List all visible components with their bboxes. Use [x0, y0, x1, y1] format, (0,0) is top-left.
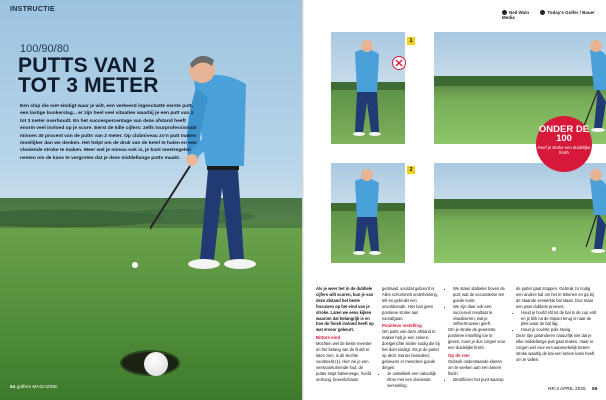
onder-100-badge	[536, 116, 592, 172]
subhead-positieve-instelling: Positieve instelling	[382, 323, 422, 329]
section-tag: INSTRUCTIE	[10, 6, 55, 13]
paragraph: Mochten wel de beste meester en het belang van de finish te laten zien, is dit slechte voorbeeld (1). Hier zie je een veelvoorkomende fout: de putter stopt halverwege, hoofd omhoog, bovenlichaam	[316, 341, 372, 382]
bullet-item: • Houd je voorste pols stevig.	[521, 327, 596, 333]
right-footer	[548, 387, 597, 392]
golf-ball	[144, 352, 168, 376]
credits	[502, 10, 606, 20]
paragraph: Gebruik onderstaande ideeën om te werken aan een betere finish:	[448, 358, 502, 376]
photo-badge-1: 1	[407, 37, 415, 45]
bullet-item: • We zijn daar ook een succesvol resultaat te visualiseren, wat je zelfvertrouwen geeft.	[453, 304, 506, 328]
page-title: PUTTS VAN 2 TOT 3 METER	[18, 54, 159, 97]
badge-subtitle: Geef je stroke een duidelijke finish	[537, 145, 591, 155]
photo-2-front	[331, 163, 405, 263]
intro-text: Een chip die niet eindigt waar je wilt, een verkeerd ingeschatte eerste putt, een lastige bunkerslag... er zijn heel veel situaties waarbij je een putt van 2 tot 3 meter overhoudt. En het succespercentage van deze afstand heeft enorm veel invloed op je score. Eerst de kille cijfers: zelfs tourprofessionals missen 30 procent van de putts van 2 meter. Op clubniveau zo'n putt maken moeilijker dan we denken. Het helpt om de druk van de ketel te halen en een vloeiende stroke te maken. Meer wel je niveau ook is, je kunt meetregelen nemen om de kans te vergroten dat je deze middellange putts maakt.	[20, 104, 197, 161]
text-column-1	[316, 286, 374, 383]
subhead-bittere-eind: Bittere eind	[316, 335, 341, 341]
bullet-item: • We staan stabieler boven de putt; wat de accuratesse ten goede komt.	[453, 286, 506, 304]
bullet-item: • Je ontwikkelt een natuurlijk ritme met een vloeiende versnelling.	[387, 371, 440, 389]
subhead-op-de-rem: Op de rem	[448, 352, 470, 358]
left-footer	[10, 385, 57, 390]
camera-icon	[540, 10, 545, 15]
lead-paragraph: Als je weer het in de dubbele cijfers wilt scoren, bun je van deze afstand het beste focussen op het eind van je stroke. Laten we eens kijken waarom dat belangrijk is en hoe de finish invloed heeft op wat ervoor gebeurt.	[316, 286, 374, 333]
photo-badge-2: 2	[407, 166, 415, 174]
distant-golf-ball	[132, 262, 138, 268]
magazine-name: golfers MAGAZINE	[16, 385, 58, 390]
left-page-number: 54	[10, 385, 16, 390]
text-column-3	[448, 286, 506, 383]
left-page	[0, 0, 302, 400]
issue-date: NR.3 APRIL 2025	[548, 387, 586, 392]
paragraph: Om je stroke de gewenste positieve instelling toe te geven, moet je dus zorgen voor een duidelijke finish.	[448, 327, 506, 351]
right-page-number: 55	[592, 387, 598, 392]
badge-title: ONDER DE 100	[538, 124, 590, 144]
photo-1-front	[331, 32, 405, 144]
text-column-2	[382, 286, 440, 388]
kicker: 100/90/80	[20, 43, 69, 55]
paragraph: de putter gaat stoppen. Gebruik zo nodig een andere bal om het te tekenen en ga bij de staande verwerkte bal staan. Doe maar een paar dubbele proeves.	[516, 286, 594, 309]
paragraph: gedraaid, voordat geboord is. Alles schommelt onderbreking, telt en gebruikt een onvoldoende. Hier kan geen positieve stroke aan voorafgaan.	[382, 286, 438, 321]
paragraph: Deze tips garanderen natuurlijk niet dat je elke middellange putt gaat maken, maar er zorgen wel voor een aanmerkelijk betere stroke waarbij de bal een betere kans heeft om te vallen.	[516, 333, 595, 362]
text-column-4	[516, 286, 596, 363]
right-page	[304, 0, 606, 400]
cross-icon	[392, 56, 406, 70]
bullet-item: • Houd je hoofd stil tot de bal in de cup valt en je blik na de impact terug is naar de plek waar de bal lag.	[521, 310, 596, 328]
photo-2-side	[434, 163, 606, 263]
bullet-item: • Identificeer het punt waarop	[453, 377, 506, 383]
paragraph: Om putts van deze afstand te maken heb je een zekere, doelgerichte stroke nodig die bij het doel eindigt. Als je de putter op deze manier benaderd, gebeuren er meerdere goede dingen:	[382, 329, 440, 370]
photo-credit: Today's Golfer / Bauer Media	[502, 10, 595, 21]
author: Neil Wain	[509, 10, 530, 15]
